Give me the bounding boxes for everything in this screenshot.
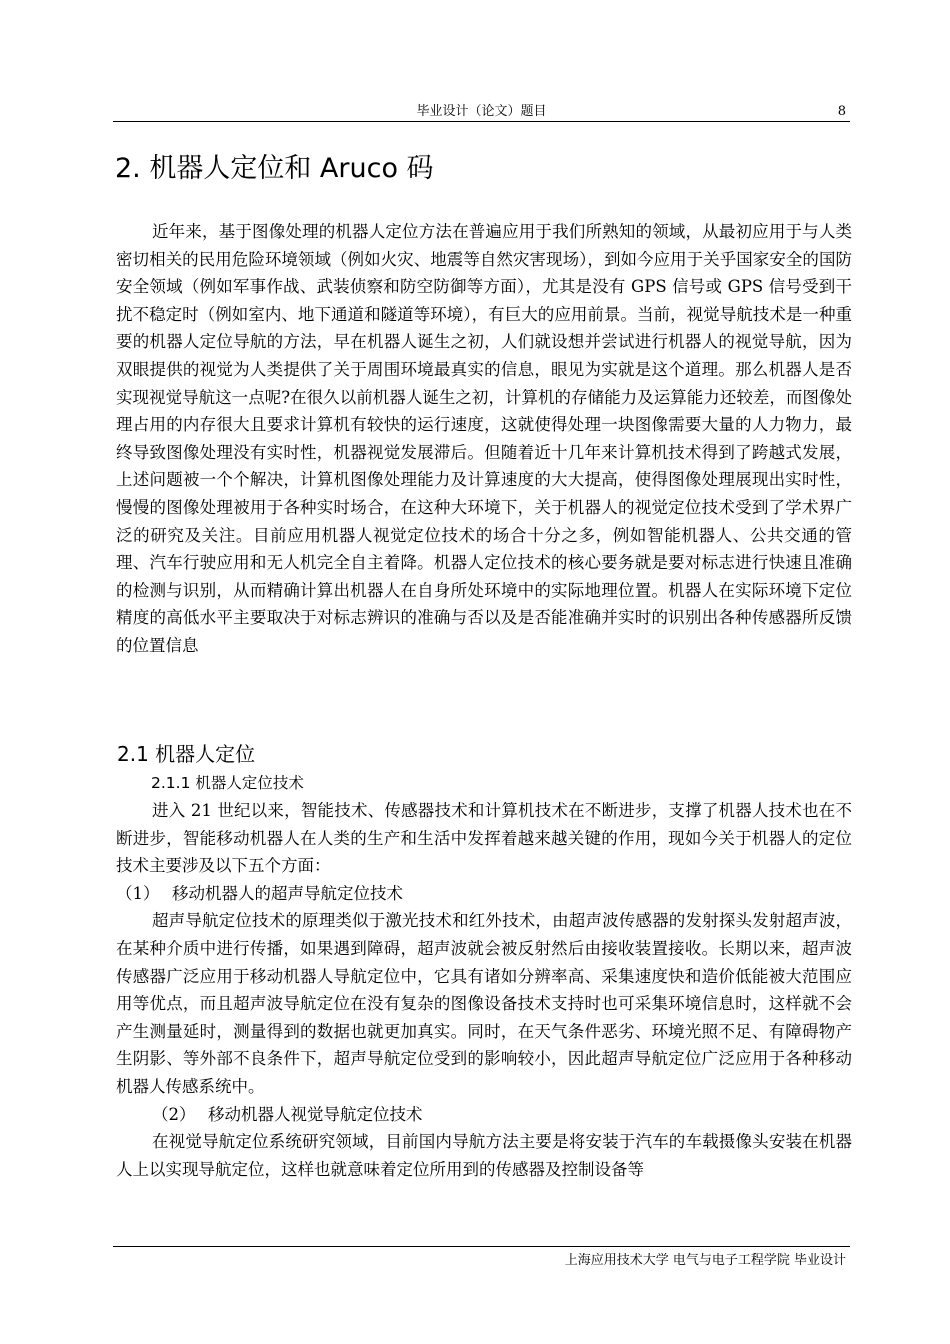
subsection-body (116, 797, 852, 1183)
list-item-1 (116, 880, 852, 908)
list-item-2-marker: （2） (152, 1104, 196, 1124)
list-item-2 (116, 1101, 852, 1129)
page-number: 8 (837, 104, 846, 119)
section-intro-block (116, 218, 852, 660)
list-item-2-title: 移动机器人视觉导航定位技术 (208, 1104, 423, 1124)
list-item-1-title: 移动机器人的超声导航定位技术 (172, 883, 403, 903)
page-header (113, 103, 850, 121)
section-heading: 2. 机器人定位和 Aruco 码 (115, 153, 434, 184)
header-title: 毕业设计（论文）题目 (416, 104, 547, 119)
list-item-2-paragraph: 在视觉导航定位系统研究领域，目前国内导航方法主要是将安装于汽车的车载摄像头安装在机器人上以实现导航定位，这样也就意味着定位所用到的传感器及控制设备等 (116, 1132, 852, 1179)
page-footer: 上海应用技术大学 电气与电子工程学院 毕业设计 (564, 1253, 846, 1268)
section-intro-paragraph: 近年来，基于图像处理的机器人定位方法在普遍应用于我们所熟知的领域，从最初应用于与人类密切相关的民用危险环境领域（例如火灾、地震等自然灾害现场），到如今应用于关乎国家安全的国防安全领域（例如军事作战、武装侦察和防空防御等方面），尤其是没有 GPS 信号或 GPS 信号受到干扰不稳定时（例如室内、地下通道和隧道等环境），有巨大的应用前景。当前，视觉导航技术是一种重要的机器人定位导航的方法，早在机器人诞生之初，人们就设想并尝试进行机器人的视觉导航，因为双眼提供的视觉为人类提供了关于周围环境最真实的信息，眼见为实就是这个道理。那么机器人是否实现视觉导航这一点呢?在很久以前机器人诞生之初，计算机的存储能力及运算能力还较差，而图像处理占用的内存很大且要求计算机有较快的运行速度，这就使得处理一块图像需要大量的人力物力，最终导致图像处理没有实时性，机器视觉发展滞后。但随着近十几年来计算机技术得到了跨越式发展，上述问题被一个个解决，计算机图像处理能力及计算速度的大大提高，使得图像处理展现出实时性，慢慢的图像处理被用于各种实时场合，在这种大环境下，关于机器人的视觉定位技术受到了学术界广泛的研究及关注。目前应用机器人视觉定位技术的场合十分之多，例如智能机器人、公共交通的管理、汽车行驶应用和无人机完全自主着降。机器人定位技术的核心要务就是要对标志进行快速且准确的检测与识别，从而精确计算出机器人在自身所处环境中的实际地理位置。机器人在实际环境下定位精度的高低水平主要取决于对标志辨识的准确与否以及是否能准确并实时的识别出各种传感器所反馈的位置信息 (116, 222, 852, 655)
list-item-1-paragraph: 超声导航定位技术的原理类似于激光技术和红外技术，由超声波传感器的发射探头发射超声波，在某种介质中进行传播，如果遇到障碍，超声波就会被反射然后由接收装置接收。长期以来，超声波传感器广泛应用于移动机器人导航定位中，它具有诸如分辨率高、采集速度快和造价低能被大范围应用等优点，而且超声波导航定位在没有复杂的图像设备技术支持时也可采集环境信息时，这样就不会产生测量延时，测量得到的数据也就更加真实。同时，在天气条件恶劣、环境光照不足、有障碍物产生阴影、等外部不良条件下，超声导航定位受到的影响较小，因此超声导航定位广泛应用于各种移动机器人传感系统中。 (116, 911, 852, 1096)
subsection-intro-paragraph: 进入 21 世纪以来，智能技术、传感器技术和计算机技术在不断进步，支撑了机器人技术也在不断进步，智能移动机器人在人类的生产和生活中发挥着越来越关键的作用，现如今关于机器人的定位技术主要涉及以下五个方面： (116, 801, 852, 876)
footer-rule (113, 1246, 850, 1247)
subsubsection-heading: 2.1.1 机器人定位技术 (151, 774, 304, 792)
subsection-heading: 2.1 机器人定位 (117, 742, 256, 766)
list-item-1-marker: （1） (116, 883, 160, 903)
header-rule (113, 121, 850, 122)
